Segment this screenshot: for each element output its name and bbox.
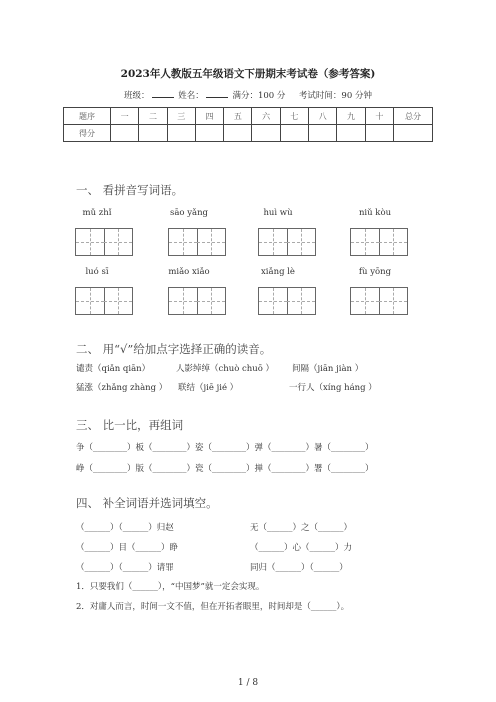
pinyin-label: fù yōng xyxy=(358,267,392,277)
tianzi-grid[interactable] xyxy=(75,228,133,256)
class-blank xyxy=(152,89,174,98)
pinyin-label: niǔ kòu xyxy=(358,208,392,218)
section-3-heading: 三、 比一比，再组词 xyxy=(76,418,184,432)
score-input[interactable] xyxy=(139,125,167,142)
exam-info xyxy=(0,89,496,101)
reading-option: 人影绰绰（chuò chuō ） xyxy=(176,364,275,374)
name-label: 姓名： xyxy=(178,91,204,101)
tianzi-grid[interactable] xyxy=(168,228,226,256)
score-input[interactable] xyxy=(394,125,433,142)
score-input[interactable] xyxy=(280,125,308,142)
pinyin-label: sāo yǎng xyxy=(169,208,209,218)
score-cell: 四 xyxy=(195,108,223,125)
class-label: 班级： xyxy=(124,91,150,101)
section-2-heading: 二、 用“√”给加点字选择正确的读音。 xyxy=(76,342,272,356)
reading-option: 一行人（xíng háng ） xyxy=(289,383,377,393)
tianzi-grid[interactable] xyxy=(258,287,316,315)
score-cell: 七 xyxy=(280,108,308,125)
exam-time: 考试时间：90 分钟 xyxy=(298,91,372,101)
score-cell: 题序 xyxy=(64,108,111,125)
reading-option: 猛涨（zhǎng zhàng ） xyxy=(76,383,168,393)
tianzi-grid[interactable] xyxy=(258,228,316,256)
full-score: 满分：100 分 xyxy=(232,91,286,101)
score-input[interactable] xyxy=(252,125,280,142)
fill-question[interactable]: 1．只要我们（______），“中国梦”就一定会实现。 xyxy=(76,582,265,592)
tianzi-grid[interactable] xyxy=(168,287,226,315)
idiom-fill[interactable]: （______）目（______）睁 xyxy=(76,543,179,553)
score-input[interactable] xyxy=(224,125,252,142)
score-cell: 五 xyxy=(224,108,252,125)
section-4-heading: 四、 补全词语并选词填空。 xyxy=(76,496,218,510)
score-input[interactable] xyxy=(337,125,365,142)
score-input[interactable] xyxy=(111,125,139,142)
idiom-fill[interactable]: 同归（______）（______） xyxy=(250,563,348,573)
pinyin-label: xiǎng lè xyxy=(261,267,295,277)
idiom-fill[interactable]: （______）（______）归赵 xyxy=(76,523,174,533)
score-value-row xyxy=(64,125,433,142)
name-blank xyxy=(206,89,228,98)
fill-question[interactable]: 2．对庸人而言，时间一文不值，但在开拓者眼里，时间却是（______）。 xyxy=(76,602,350,612)
score-cell: 二 xyxy=(139,108,167,125)
score-table xyxy=(63,107,433,142)
reading-option: 联结（jiē jié ） xyxy=(178,383,239,393)
pinyin-label: miǎo xiǎo xyxy=(168,267,210,277)
section-1-heading: 一、 看拼音写词语。 xyxy=(76,183,184,197)
score-cell: 一 xyxy=(111,108,139,125)
idiom-fill[interactable]: （______）心（______）力 xyxy=(250,543,353,553)
reading-option: 间隔（jiān jiàn ） xyxy=(292,364,364,374)
tianzi-grid[interactable] xyxy=(350,228,408,256)
score-input[interactable] xyxy=(309,125,337,142)
tianzi-grid[interactable] xyxy=(75,287,133,315)
idiom-fill[interactable]: （______）（______）请罪 xyxy=(76,563,174,573)
tianzi-grid[interactable] xyxy=(350,287,408,315)
word-group-line[interactable]: 争（________）板（________）姿（________）弹（________）暑（________） xyxy=(76,443,374,453)
score-cell: 八 xyxy=(309,108,337,125)
reading-option: 谴责（qiǎn qiān） xyxy=(76,364,151,374)
page-number: 1 / 8 xyxy=(237,678,259,688)
idiom-fill[interactable]: 无（______）之（______） xyxy=(250,523,353,533)
pinyin-label: huì wù xyxy=(263,208,293,218)
score-cell: 三 xyxy=(167,108,195,125)
score-input[interactable] xyxy=(195,125,223,142)
pinyin-label: mǔ zhǐ xyxy=(82,208,112,218)
score-cell: 总分 xyxy=(394,108,433,125)
score-cell: 九 xyxy=(337,108,365,125)
word-group-line[interactable]: 峥（________）版（________）瓷（________）掸（________）署（________） xyxy=(76,464,374,474)
score-header-row xyxy=(64,108,433,125)
score-cell: 十 xyxy=(365,108,393,125)
score-cell: 六 xyxy=(252,108,280,125)
score-row-label: 得分 xyxy=(64,125,111,142)
pinyin-label: luó sī xyxy=(85,267,109,277)
page-title: 2023年人教版五年级语文下册期末考试卷（参考答案) xyxy=(120,68,376,80)
score-input[interactable] xyxy=(167,125,195,142)
score-input[interactable] xyxy=(365,125,393,142)
